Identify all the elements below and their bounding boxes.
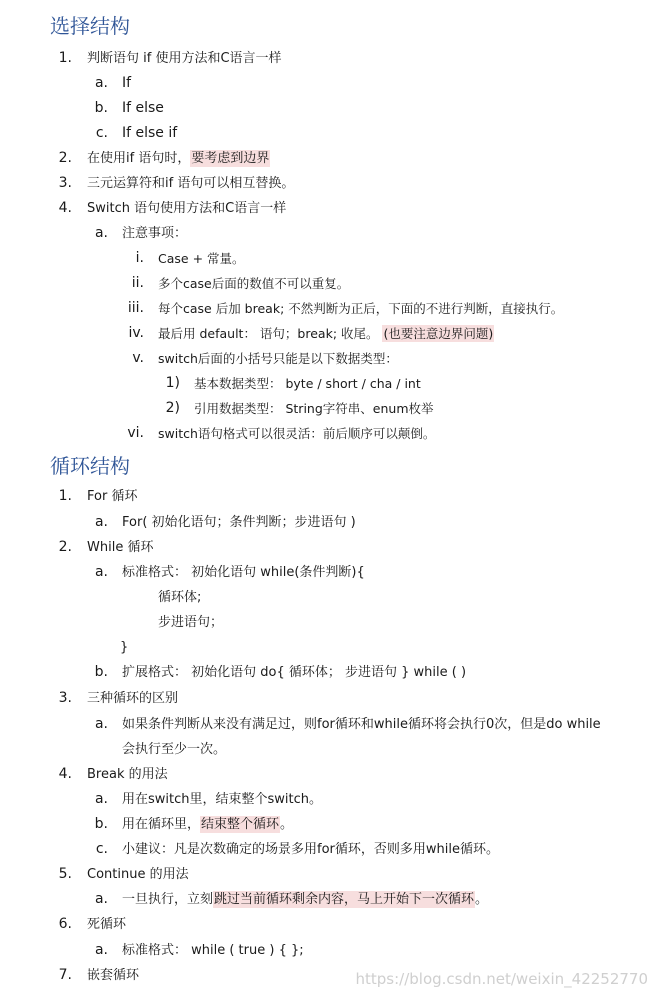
list-marker: 3. <box>58 690 72 706</box>
list-marker: 2) <box>165 400 180 416</box>
list-item: If <box>122 75 132 91</box>
highlighted-text: 跳过当前循环剩余内容，马上开始下一次循环 <box>214 892 475 907</box>
list-marker: 3. <box>58 175 72 191</box>
list-marker: a. <box>94 791 108 807</box>
list-item: switch语句格式可以很灵活：前后顺序可以颠倒。 <box>158 426 436 441</box>
code-line: 步进语句； <box>158 615 224 630</box>
text-run: 。 <box>280 817 294 832</box>
list-item: While 循环 <box>87 540 154 555</box>
section-title-selection: 选择结构 <box>50 14 130 38</box>
list-item: Break 的用法 <box>87 767 168 782</box>
list-marker: a. <box>94 716 108 732</box>
list-marker: b. <box>94 816 108 832</box>
list-marker: iii. <box>127 300 144 316</box>
highlighted-text: 结束整个循环 <box>201 817 280 832</box>
text-run: 。 <box>475 892 489 907</box>
text-run: 一旦执行，立刻 <box>122 892 214 907</box>
text-run: 最后用 default： 语句；break; 收尾。 <box>158 326 383 341</box>
list-marker: b. <box>94 664 108 680</box>
list-marker: ii. <box>131 275 144 291</box>
list-item: 用在switch里，结束整个switch。 <box>122 792 323 807</box>
list-item: 扩展格式： 初始化语句 do{ 循环体； 步进语句 } while ( ) <box>122 665 467 680</box>
list-marker: c. <box>95 841 108 857</box>
watermark: https://blog.csdn.net/weixin_42252770 <box>355 970 648 988</box>
list-marker: v. <box>132 350 144 366</box>
list-item: 嵌套循环 <box>87 968 140 983</box>
list-item: Case + 常量。 <box>158 251 245 266</box>
highlighted-text: (也要注意边界问题) <box>383 326 494 341</box>
list-item <box>122 812 293 837</box>
code-line: 循环体; <box>158 590 202 605</box>
list-marker: 1) <box>165 375 180 391</box>
list-marker: 4. <box>58 200 72 216</box>
list-item: 标准格式： 初始化语句 while(条件判断){ <box>122 565 365 580</box>
list-item: For 循环 <box>87 489 138 504</box>
list-item: 注意事项： <box>122 226 188 241</box>
code-line: } <box>120 640 129 655</box>
list-item: 每个case 后加 break; 不然判断为正后，下面的不进行判断，直接执行。 <box>158 301 564 316</box>
text-run: 在使用if 语句时， <box>87 151 191 166</box>
list-marker: a. <box>94 891 108 907</box>
section-title-loop: 循环结构 <box>50 454 130 478</box>
list-marker: 5. <box>58 866 72 882</box>
list-item <box>87 146 270 171</box>
list-item: 判断语句 if 使用方法和C语言一样 <box>87 51 282 66</box>
list-item: 死循环 <box>87 917 127 932</box>
text-run: 用在循环里， <box>122 817 201 832</box>
list-item: Continue 的用法 <box>87 867 189 882</box>
list-marker: 6. <box>58 916 72 932</box>
list-marker: a. <box>94 514 108 530</box>
list-marker: 2. <box>58 539 72 555</box>
list-marker: 4. <box>58 766 72 782</box>
list-item <box>122 887 488 912</box>
list-item: 小建议：凡是次数确定的场景多用for循环，否则多用while循环。 <box>122 842 499 857</box>
list-item: If else if <box>122 125 178 141</box>
list-item-continuation: 会执行至少一次。 <box>122 742 227 757</box>
list-item: switch后面的小括号只能是以下数据类型： <box>158 351 398 366</box>
list-marker: a. <box>94 225 108 241</box>
list-item: Switch 语句使用方法和C语言一样 <box>87 201 287 216</box>
list-marker: b. <box>94 100 108 116</box>
list-marker: 2. <box>58 150 72 166</box>
list-marker: 7. <box>58 967 72 983</box>
list-item: 基本数据类型： byte / short / cha / int <box>194 376 421 391</box>
highlighted-text: 要考虑到边界 <box>191 151 270 166</box>
list-item: 引用数据类型： String字符串、enum枚举 <box>194 401 434 416</box>
list-marker: 1. <box>58 50 72 66</box>
list-marker: a. <box>94 942 108 958</box>
list-item: If else <box>122 100 164 116</box>
list-item <box>158 321 494 346</box>
list-marker: c. <box>95 125 108 141</box>
list-marker: i. <box>135 250 144 266</box>
list-item: For( 初始化语句；条件判断；步进语句 ) <box>122 515 356 530</box>
list-item: 三元运算符和if 语句可以相互替换。 <box>87 176 295 191</box>
list-marker: 1. <box>58 488 72 504</box>
list-item: 三种循环的区别 <box>87 691 179 706</box>
list-marker: a. <box>94 75 108 91</box>
list-marker: a. <box>94 564 108 580</box>
list-item: 如果条件判断从来没有满足过，则for循环和while循环将会执行0次，但是do while <box>122 717 601 732</box>
list-item: 多个case后面的数值不可以重复。 <box>158 276 350 291</box>
list-marker: iv. <box>128 325 144 341</box>
list-item: 标准格式： while ( true ) { }; <box>122 943 304 958</box>
list-marker: vi. <box>127 425 144 441</box>
